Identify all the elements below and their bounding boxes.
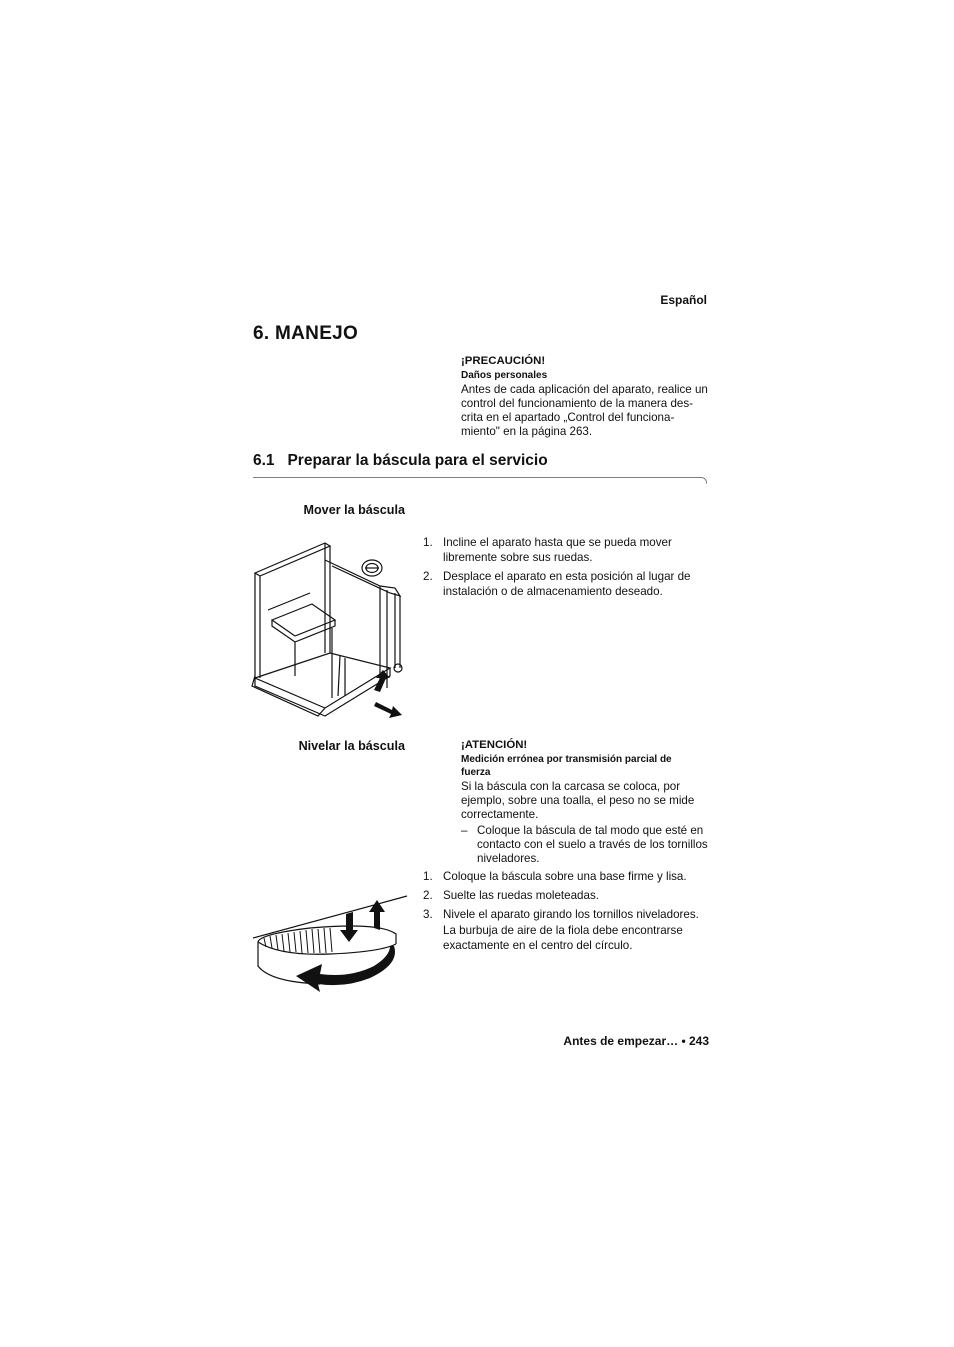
precaution-line: miento" en la página 263. [461, 425, 593, 438]
section-title: 6.1 Preparar la báscula para el servicio [253, 452, 548, 469]
step-line: Incline el aparato hasta que se pueda mover [443, 536, 672, 549]
attention-line: correctamente. [461, 808, 539, 821]
scale-tilt-illustration [250, 538, 410, 723]
attention-subtitle [461, 753, 711, 779]
step-line: Suelte las ruedas moleteadas. [443, 889, 599, 902]
attention-bullet-line: Coloque la báscula de tal modo que esté en [477, 824, 704, 837]
step-line: La burbuja de aire de la fiola debe encontrarse [443, 923, 683, 937]
dash-mark: – [461, 824, 468, 837]
precaution-line: control del funcionamiento de la manera des- [461, 397, 694, 410]
attention-line: ejemplo, sobre una toalla, el peso no se mide [461, 794, 695, 807]
attention-text [461, 780, 711, 822]
attention-bullet [461, 824, 711, 866]
leveling-foot-illustration [250, 894, 410, 994]
precaution-box [461, 355, 711, 439]
step-number: 2. [423, 889, 433, 902]
precaution-text [461, 383, 711, 439]
attention-box [461, 739, 711, 866]
attention-bullet-line: niveladores. [477, 852, 540, 865]
precaution-line: crita en el apartado „Control del funciona- [461, 411, 675, 424]
move-heading: Mover la báscula [303, 503, 405, 517]
language-label: Español [660, 293, 707, 307]
step-number: 2. [423, 570, 433, 583]
step-line: Nivele el aparato girando los tornillos niveladores. [443, 908, 699, 921]
list-item [423, 869, 723, 884]
move-steps [423, 535, 713, 599]
list-item [423, 907, 723, 954]
chapter-title: 6. MANEJO [253, 323, 359, 344]
list-item [423, 535, 713, 565]
level-steps [423, 869, 723, 954]
step-number: 3. [423, 908, 433, 921]
step-line: Coloque la báscula sobre una base firme y lisa. [443, 870, 687, 883]
step-line: libremente sobre sus ruedas. [443, 551, 593, 564]
tilt-arrow-icon [374, 670, 390, 692]
level-heading: Nivelar la báscula [298, 739, 405, 753]
step-number: 1. [423, 870, 433, 883]
attention-subtitle-line: fuerza [461, 767, 491, 778]
step-number: 1. [423, 536, 433, 549]
precaution-subtitle: Daños personales [461, 370, 548, 381]
list-item [423, 569, 713, 599]
page-footer: Antes de empezar… • 243 [563, 1034, 709, 1048]
down-arrow-icon [340, 912, 358, 942]
precaution-line: Antes de cada aplicación del aparato, realice un [461, 383, 708, 396]
step-line: exactamente en el centro del círculo. [443, 939, 633, 953]
precaution-title: ¡PRECAUCIÓN! [461, 355, 546, 367]
section-divider [253, 476, 707, 488]
attention-bullet-line: contacto con el suelo a través de los tornillos [477, 838, 708, 851]
attention-subtitle-line: Medición errónea por transmisión parcial de [461, 754, 672, 765]
attention-title: ¡ATENCIÓN! [461, 739, 528, 751]
move-arrow-icon [374, 702, 402, 718]
up-arrow-icon [369, 900, 385, 930]
step-line: instalación o de almacenamiento deseado. [443, 585, 663, 598]
step-line: Desplace el aparato en esta posición al lugar de [443, 570, 691, 583]
list-item [423, 888, 723, 903]
attention-line: Si la báscula con la carcasa se coloca, por [461, 780, 681, 793]
